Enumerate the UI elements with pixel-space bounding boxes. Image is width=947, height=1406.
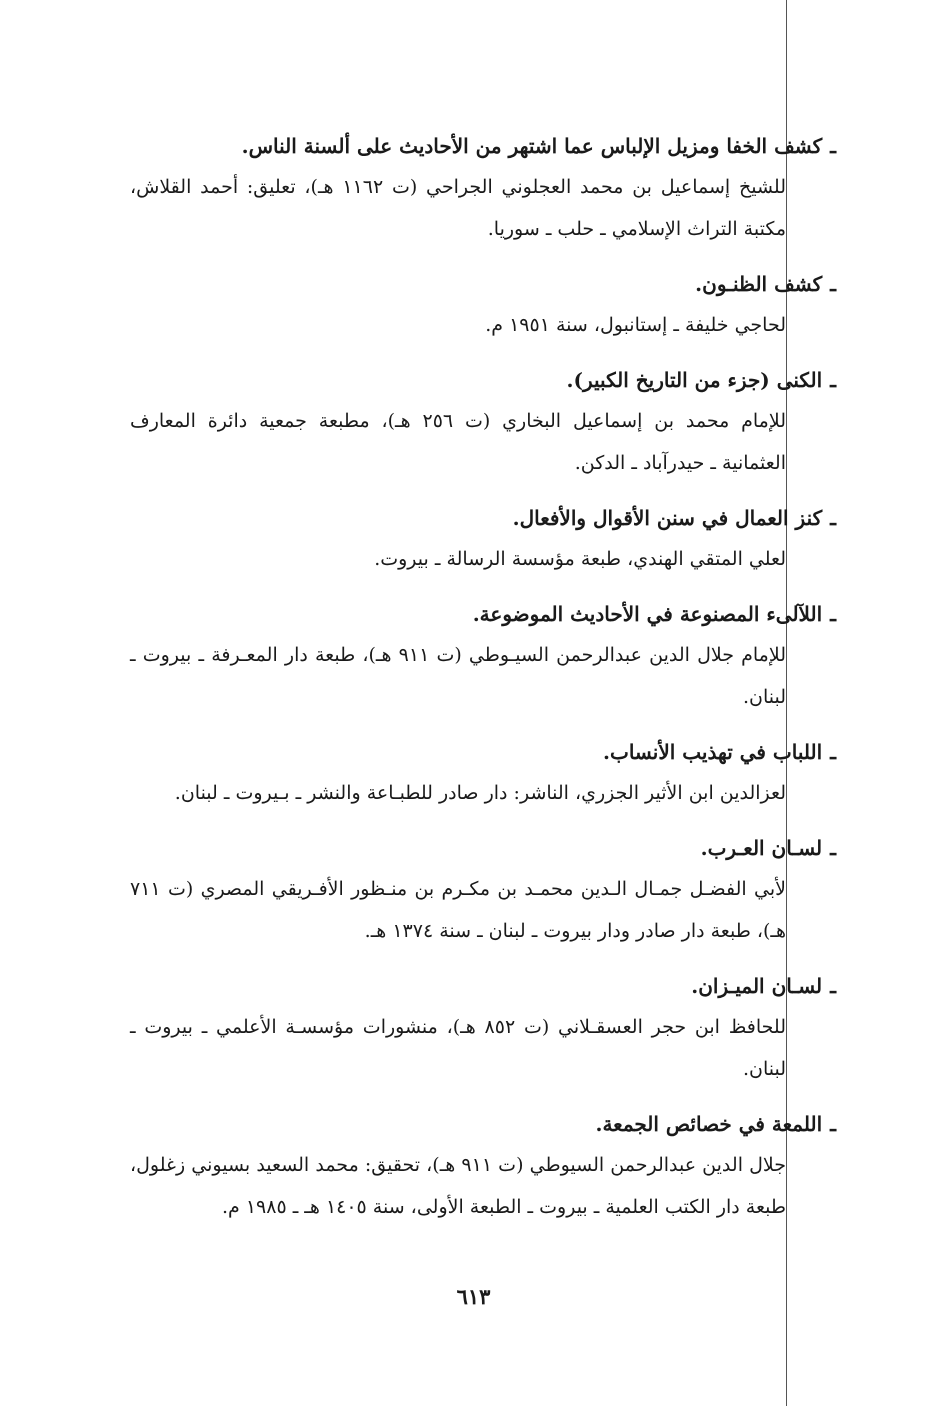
- page-number: ٦١٣: [456, 1284, 491, 1309]
- entry-dash: ـ: [830, 836, 836, 860]
- entry-dash: ـ: [830, 974, 836, 998]
- entry-dash: ـ: [830, 134, 836, 158]
- bibliography-entry: [130, 732, 836, 814]
- entry-title: اللمعة في خصائص الجمعة.: [595, 1112, 823, 1136]
- bibliography-entry: [130, 1104, 836, 1228]
- entry-dash: ـ: [830, 272, 836, 296]
- entry-description: لحاجي خليفة ـ إستانبول، سنة ١٩٥١ م.: [485, 314, 786, 336]
- bibliography-entry: [130, 498, 836, 580]
- entry-description: للإمام جلال الدين عبدالرحمن السيـوطي (ت ٩١١ هـ)، طبعة دار المعـرفة ـ بيروت ـ لبنان.: [130, 644, 786, 708]
- entry-dash: ـ: [830, 1112, 836, 1136]
- entry-title: اللآلىء المصنوعة في الأحاديث الموضوعة.: [472, 602, 823, 626]
- entry-description: لعلي المتقي الهندي، طبعة مؤسسة الرسالة ـ بيروت.: [374, 548, 786, 570]
- bibliography-entry: [130, 828, 836, 952]
- entry-description: جلال الدين عبدالرحمن السيوطي (ت ٩١١ هـ)، تحقيق: محمد السعيد بسيوني زغلول، طبعة دار الكتب العلمية ـ بيروت ـ الطبعة الأولى، سنة ١٤٠٥ هـ ـ ١٩٨٥ م.: [130, 1154, 786, 1218]
- entry-title: لسـان الميـزان.: [691, 974, 823, 998]
- bibliography-entry: [130, 360, 836, 484]
- entry-description: للحافظ ابن حجر العسقـلاني (ت ٨٥٢ هـ)، منشورات مؤسسـة الأعلمي ـ بيروت ـ لبنان.: [130, 1016, 787, 1080]
- bibliography-entry: [130, 594, 836, 718]
- bibliography-list: [130, 126, 836, 1242]
- entry-dash: ـ: [830, 602, 836, 626]
- bibliography-entry: [130, 966, 836, 1090]
- entry-title: كشف الخفا ومزيل الإلباس عما اشتهر من الأحاديث على ألسنة الناس.: [241, 134, 823, 158]
- entry-dash: ـ: [830, 506, 836, 530]
- entry-description: لعزالدين ابن الأثير الجزري، الناشر: دار صادر للطبـاعة والنشر ـ بـيروت ـ لبنان.: [174, 782, 786, 804]
- entry-dash: ـ: [830, 740, 836, 764]
- entry-title: كنز العمال في سنن الأقوال والأفعال.: [512, 506, 823, 530]
- entry-title: اللباب في تهذيب الأنساب.: [603, 740, 823, 764]
- entry-title: لسـان العـرب.: [700, 836, 823, 860]
- entry-title: الكنى (جزء من التاريخ الكبير).: [566, 368, 823, 392]
- entry-dash: ـ: [830, 368, 836, 392]
- bibliography-entry: [130, 264, 836, 346]
- entry-description: للإمام محمد بن إسماعيل البخاري (ت ٢٥٦ هـ)، مطبعة جمعية دائرة المعارف العثمانية ـ حيدرآباد ـ الدكن.: [130, 410, 786, 474]
- entry-title: كشف الظنـون.: [695, 272, 823, 296]
- entry-description: للشيخ إسماعيل بن محمد العجلوني الجراحي (ت ١١٦٢ هـ)، تعليق: أحمد القلاش، مكتبة التراث الإسلامي ـ حلب ـ سوريا.: [130, 176, 787, 240]
- entry-description: لأبي الفضـل جمـال الـدين محمـد بن مكـرم بن منـظور الأفـريقي المصري (ت ٧١١ هـ)، طبعة دار صادر ودار بيروت ـ لبنان ـ سنة ١٣٧٤ هـ.: [130, 878, 786, 942]
- bibliography-entry: [130, 126, 836, 250]
